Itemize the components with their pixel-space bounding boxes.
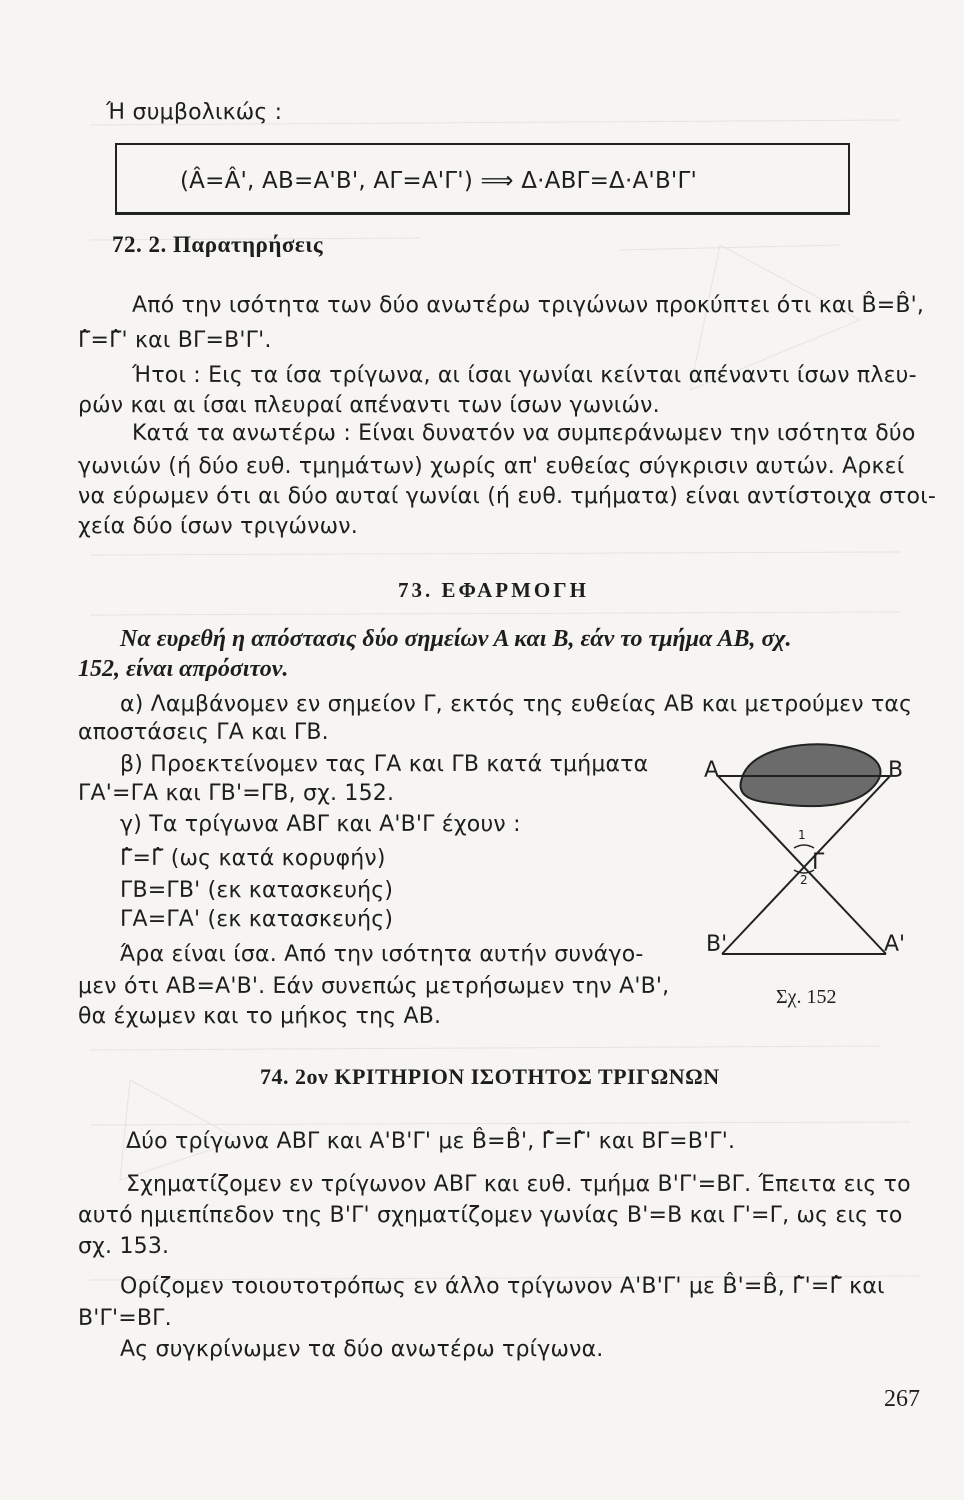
section-74-line-4: σχ. 153.	[78, 1234, 170, 1259]
section-72-line-8: χεία δύο ίσων τριγώνων.	[78, 514, 358, 539]
section-73-line-5: γ) Τα τρίγωνα ΑΒΓ και Α'Β'Γ έχουν :	[120, 812, 521, 837]
section-74-line-2: Σχηματίζομεν εν τρίγωνον ΑΒΓ και ευθ. τμήμα Β'Γ'=ΒΓ. Έπειτα εις το	[126, 1172, 911, 1197]
section-73-line-9: Άρα είναι ίσα. Από την ισότητα αυτήν συνάγο-	[120, 942, 644, 967]
section-73-problem-line-2: 152, είναι απρόσιτον.	[78, 656, 289, 682]
figure-label-a-prime: Α'	[884, 932, 906, 957]
section-73-line-2: αποστάσεις ΓΑ και ΓΒ.	[78, 720, 329, 745]
angle-arc-top	[794, 845, 814, 848]
formula-text: (Â=Â', ΑΒ=Α'Β', ΑΓ=Α'Γ') ⟹ Δ·ΑΒΓ=Δ·Α'Β'Γ'	[180, 168, 697, 194]
section-72-line-1: Από την ισότητα των δύο ανωτέρω τριγώνων προκύπτει ότι και B̂=B̂',	[132, 293, 925, 318]
section-73-line-1: α) Λαμβάνομεν εν σημείον Γ, εκτός της ευθείας ΑΒ και μετρούμεν τας	[120, 692, 913, 717]
section-73-line-10: μεν ότι ΑΒ=Α'Β'. Εάν συνεπώς μετρήσωμεν την Α'Β',	[78, 974, 670, 999]
figure-angle-1: 1	[798, 828, 806, 842]
section-72-line-4: ρών και αι ίσαι πλευραί απέναντι των ίσων γωνιών.	[78, 393, 660, 418]
figure-angle-2: 2	[800, 873, 808, 887]
section-72-line-3: Ήτοι : Εις τα ίσα τρίγωνα, αι ίσαι γωνίαι κείνται απέναντι ίσων πλευ-	[132, 363, 917, 388]
figure-label-g: Γ	[812, 850, 825, 875]
section-73-line-8: ΓΑ=ΓΑ' (εκ κατασκευής)	[120, 907, 394, 932]
section-74-line-5: Ορίζομεν τοιουτοτρόπως εν άλλο τρίγωνον Α'Β'Γ' με B̂'=B̂, Γ̂'=Γ̂ και	[120, 1274, 885, 1299]
section-73-problem-line-1: Να ευρεθή η απόστασις δύο σημείων Α και Β, εάν το τμήμα ΑΒ, σχ.	[120, 626, 792, 652]
figure-label-a: Α	[704, 758, 720, 783]
section-73-line-11: θα έχωμεν και το μήκος της ΑΒ.	[78, 1004, 442, 1029]
figure-label-b: Β	[888, 758, 904, 783]
section-72-line-5: Κατά τα ανωτέρω : Είναι δυνατόν να συμπεράνωμεν την ισότητα δύο	[132, 421, 916, 446]
section-72-line-6: γωνιών (ή δύο ευθ. τμημάτων) χωρίς απ' ευθείας σύγκρισιν αυτών. Αρκεί	[78, 454, 905, 479]
section-74-heading: 74. 2ον ΚΡΙΤΗΡΙΟΝ ΙΣΟΤΗΤΟΣ ΤΡΙΓΩΝΩΝ	[260, 1064, 720, 1089]
section-74-line-6: Β'Γ'=ΒΓ.	[78, 1306, 172, 1331]
section-73-line-3: β) Προεκτείνομεν τας ΓΑ και ΓΒ κατά τμήματα	[120, 752, 649, 777]
section-72-line-2: Γ̂=Γ̂' και ΒΓ=Β'Γ'.	[78, 328, 272, 353]
section-74-line-1: Δύο τρίγωνα ΑΒΓ και Α'Β'Γ' με B̂=B̂', Γ̂=Γ̂' και ΒΓ=Β'Γ'.	[126, 1129, 736, 1154]
section-72-line-7: να εύρωμεν ότι αι δύο αυταί γωνίαι (ή ευθ. τμήματα) είναι αντίστοιχα στοι-	[78, 484, 936, 509]
section-73-line-6: Γ̂=Γ̂ (ως κατά κορυφήν)	[120, 846, 386, 871]
section-72-heading: 72. 2. Παρατηρήσεις	[112, 232, 324, 257]
section-73-line-4: ΓΑ'=ΓΑ και ΓΒ'=ΓΒ, σχ. 152.	[78, 781, 395, 806]
section-74-line-7: Ας συγκρίνωμεν τα δύο ανωτέρω τρίγωνα.	[120, 1337, 604, 1362]
page-number: 267	[884, 1386, 920, 1412]
section-74-line-3: αυτό ημιεπίπεδον της Β'Γ' σχηματίζομεν γωνίας Β'=Β και Γ'=Γ, ως εις το	[78, 1203, 903, 1228]
section-73-heading: 73. ΕΦΑΡΜΟΓΗ	[398, 578, 589, 602]
section-73-line-7: ΓΒ=ΓΒ' (εκ κατασκευής)	[120, 878, 394, 903]
figure-caption: Σχ. 152	[776, 986, 837, 1008]
figure-label-b-prime: Β'	[706, 932, 728, 957]
figure-152	[690, 730, 920, 1040]
intro-text: Ή συμβολικώς :	[106, 100, 283, 125]
